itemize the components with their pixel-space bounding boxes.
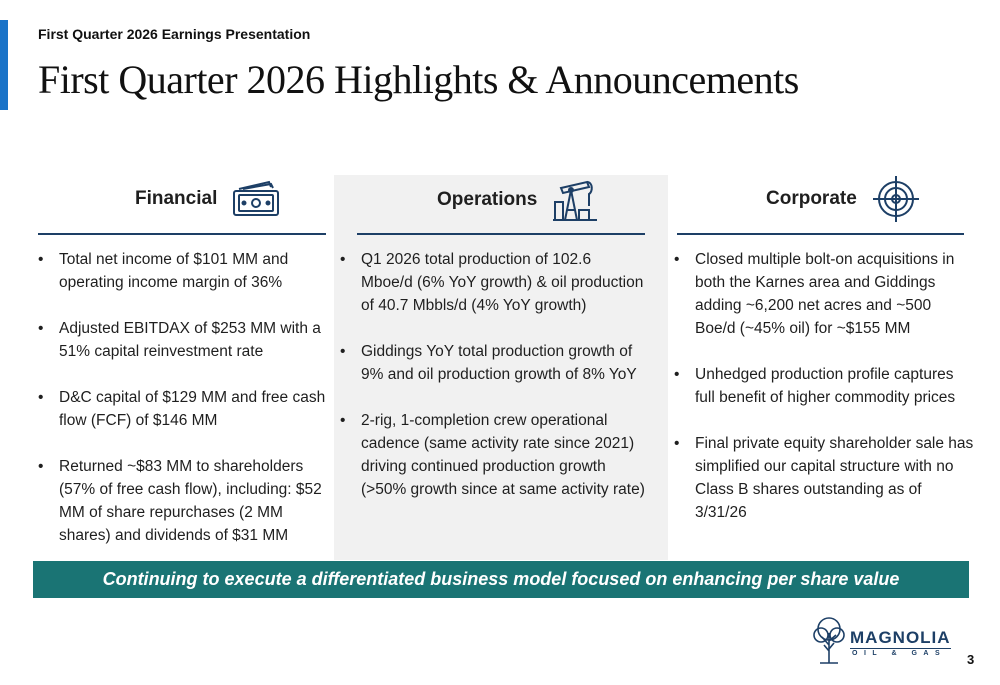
money-bill-icon [231,180,281,218]
corporate-bullet-list [674,248,974,547]
page-number: 3 [967,652,975,667]
list-item: • D&C capital of $129 MM and free cash flow (FCF) of $146 MM [38,386,326,432]
financial-divider [38,233,326,235]
company-logo [812,615,951,670]
list-item: • Closed multiple bolt-on acquisitions in both the Karnes area and Giddings adding ~6,200 net acres and ~500 Boe/d (~45% oil) for ~$155 MM [674,248,974,340]
logo-subtitle: OIL & GAS [850,648,951,657]
list-item: • Final private equity shareholder sale has simplified our capital structure with no Class B shares outstanding as of 3/31/26 [674,432,974,524]
list-item: • Q1 2026 total production of 102.6 Mboe/d (6% YoY growth) & oil production of 40.7 Mbbls/d (4% YoY growth) [340,248,645,317]
target-icon [871,174,921,224]
summary-banner [33,561,969,598]
corporate-heading [766,174,921,224]
tree-icon [812,615,846,670]
list-item: • Adjusted EBITDAX of $253 MM with a 51% capital reinvestment rate [38,317,326,363]
page-title: First Quarter 2026 Highlights & Announcements [38,57,799,102]
operations-bullet-list [340,248,645,524]
list-item: • Total net income of $101 MM and operating income margin of 36% [38,248,326,294]
corporate-divider [677,233,964,235]
financial-title: Financial [135,188,218,209]
list-item: • 2-rig, 1-completion crew operational cadence (same activity rate since 2021) driving continued production growth (>50% growth since at same activity rate) [340,409,645,501]
accent-bar [0,20,8,110]
corporate-title: Corporate [766,188,857,209]
oil-pumpjack-icon [551,176,599,224]
presentation-supertitle: First Quarter 2026 Earnings Presentation [38,26,311,42]
list-item: • Unhedged production profile captures full benefit of higher commodity prices [674,363,974,409]
list-item: • Returned ~$83 MM to shareholders (57% of free cash flow), including: $52 MM of share repurchases (2 MM shares) and dividends of $31 MM [38,455,326,547]
operations-divider [357,233,645,235]
logo-name: MAGNOLIA [850,627,951,647]
financial-heading [135,180,281,218]
financial-bullet-list [38,248,326,570]
banner-text: Continuing to execute a differentiated business model focused on enhancing per share value [102,569,900,589]
operations-title: Operations [437,189,538,210]
operations-heading [437,176,599,224]
list-item: • Giddings YoY total production growth of 9% and oil production growth of 8% YoY [340,340,645,386]
